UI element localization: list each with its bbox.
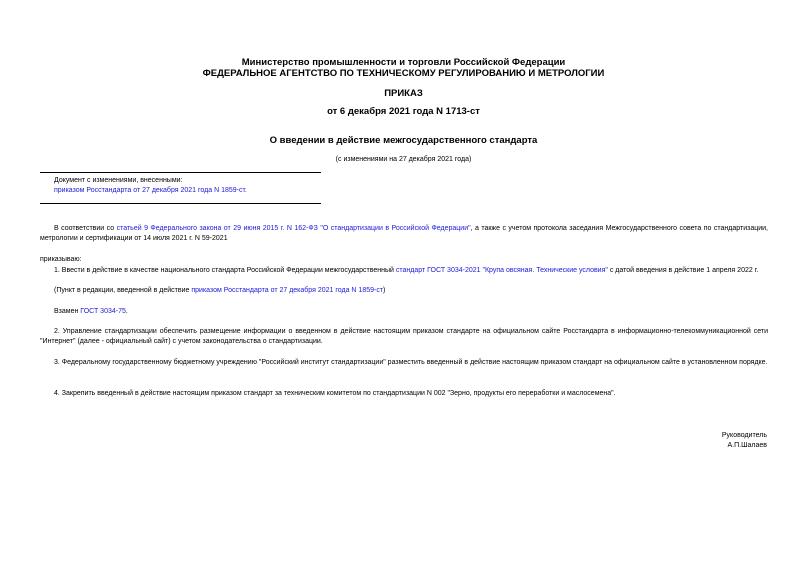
paragraph-3: 3. Федеральному государственному бюджетному учреждению "Российский институт стандартизации" разместить введенный в действие настоящим приказом стандарт на официальном сайте в установленном порядке. <box>54 359 768 366</box>
order-subject: О введении в действие межгосударственного стандарта <box>269 135 538 146</box>
divider-top <box>40 172 321 173</box>
p1-post-text: с датой введения в действие 1 апреля 2022 г. <box>607 267 759 274</box>
document-type: ПРИКАЗ <box>384 88 423 99</box>
p1-note-post-text: ) <box>383 287 386 294</box>
signature-title: Руководитель <box>721 432 767 439</box>
p1-pre-text: 1. Ввести в действие в качестве национального стандарта Российской Федерации межгосударственный <box>54 267 396 274</box>
changes-intro: Документ с изменениями, внесенными: <box>54 177 183 184</box>
paragraph-2: 2. Управление стандартизации обеспечить размещение информации о введенном в действие настоящим приказом стандарте на официальном сайте Росстандарта в информационно-телекоммуникационной сети "Интернет" (далее - официальный сайт) с учетом законодательства о стандартизации. <box>40 328 768 345</box>
changes-block <box>54 176 334 196</box>
standard-link[interactable]: стандарт ГОСТ 3034-2021 "Крупа овсяная. Технические условия" <box>395 267 608 274</box>
paragraph-1 <box>40 266 768 276</box>
old-standard-link[interactable]: ГОСТ 3034-75 <box>80 308 126 315</box>
paragraph-basis <box>40 224 768 244</box>
changes-link[interactable]: приказом Росстандарта от 27 декабря 2021 года N 1859-ст. <box>54 187 247 194</box>
signature-name: А.П.Шалаев <box>727 442 767 449</box>
amendment-order-link[interactable]: приказом Росстандарта от 27 декабря 2021 года N 1859-ст <box>191 287 384 294</box>
divider-bottom <box>40 203 321 204</box>
signature-block <box>722 431 767 451</box>
p1-note-pre-text: (Пункт в редакции, введенной в действие <box>54 287 192 294</box>
basis-pre-text: В соответствии со <box>54 225 117 232</box>
agency-name: ФЕДЕРАЛЬНОЕ АГЕНТСТВО ПО ТЕХНИЧЕСКОМУ РЕГУЛИРОВАНИЮ И МЕТРОЛОГИИ <box>202 68 605 79</box>
paragraph-4: 4. Закрепить введенный в действие настоящим приказом стандарт за техническим комитетом по стандартизации N 002 "Зерно, продукты его переработки и маслосемена". <box>54 390 616 397</box>
basis-post-text: , а также с учетом протокола заседания Межгосударственного совета по стандартизации, метрологии и сертификации от 14 июля 2021 г. N 59-2021 <box>40 225 768 242</box>
order-date-number: от 6 декабря 2021 года N 1713-ст <box>327 106 480 117</box>
replace-pre-text: Взамен <box>54 308 81 315</box>
law-link[interactable]: статьей 9 Федерального закона от 29 июня 2015 г. N 162-ФЗ "О стандартизации в Российской Федерации" <box>116 225 471 232</box>
amendment-note: (с изменениями на 27 декабря 2021 года) <box>335 156 472 163</box>
orders-text: приказываю: <box>40 256 82 263</box>
paragraph-replace <box>40 307 768 317</box>
ministry-name: Министерство промышленности и торговли Российской Федерации <box>241 57 566 68</box>
replace-post-text: . <box>125 308 128 315</box>
paragraph-1-note <box>40 286 768 296</box>
